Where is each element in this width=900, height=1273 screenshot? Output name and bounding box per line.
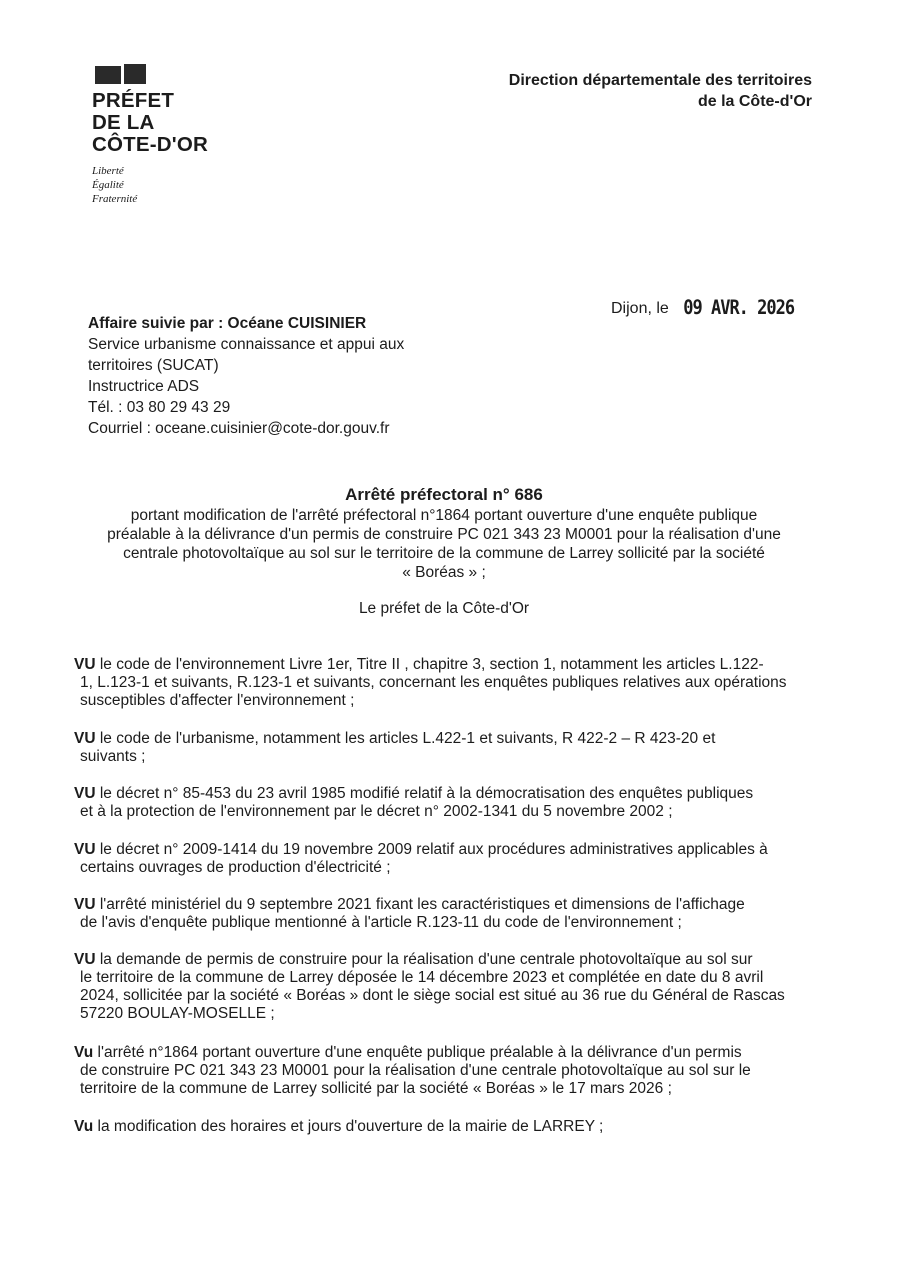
visa-line: suivants ; xyxy=(80,748,146,765)
visa-line: le code de l'environnement Livre 1er, Titre II , chapitre 3, section 1, notamment les articles L.122- xyxy=(99,656,764,673)
visa-paragraph xyxy=(74,951,799,1023)
visa-line: la modification des horaires et jours d'ouverture de la mairie de LARREY ; xyxy=(97,1118,604,1135)
contact-block xyxy=(88,313,404,439)
visa-line: territoire de la commune de Larrey sollicité par la société « Boréas » le 17 mars 2026 ; xyxy=(80,1080,672,1097)
prefet-line: DE LA xyxy=(92,111,155,134)
contact-line: Tél. : 03 80 29 43 29 xyxy=(88,399,231,416)
prefet-title xyxy=(92,90,232,156)
date-line xyxy=(611,298,794,318)
direction-line: de la Côte-d'Or xyxy=(697,93,812,110)
devise xyxy=(92,164,232,206)
visa-line: et à la protection de l'environnement par le décret n° 2002-1341 du 5 novembre 2002 ; xyxy=(80,803,673,820)
contact-line: territoires (SUCAT) xyxy=(88,357,219,374)
arrete-title xyxy=(80,484,808,582)
visa-line: l'arrêté n°1864 portant ouverture d'une enquête publique préalable à la délivrance d'un permis xyxy=(97,1044,742,1061)
object-line: « Boréas » ; xyxy=(402,564,486,581)
date-place: Dijon, le xyxy=(611,300,669,317)
visa-line: susceptibles d'affecter l'environnement ; xyxy=(80,692,355,709)
visa-paragraph xyxy=(74,730,799,766)
object-line: préalable à la délivrance d'un permis de construire PC 021 343 23 M0001 pour la réalisation d'une xyxy=(107,526,781,543)
direction-line: Direction départementale des territoires xyxy=(508,72,812,89)
prefet-statement: Le préfet de la Côte-d'Or xyxy=(358,600,530,617)
object-line: centrale photovoltaïque au sol sur le territoire de la commune de Larrey sollicité par la société xyxy=(123,545,765,562)
devise-line: Fraternité xyxy=(92,193,138,205)
devise-line: Égalité xyxy=(92,179,124,191)
contact-line: Instructrice ADS xyxy=(88,378,200,395)
visa-line: 57220 BOULAY-MOSELLE ; xyxy=(80,1005,275,1022)
visa-paragraph xyxy=(74,1044,799,1098)
prefet-line: PRÉFET xyxy=(92,89,175,112)
visa-paragraph xyxy=(74,656,799,710)
visa-line: de construire PC 021 343 23 M0001 pour la réalisation d'une centrale photovoltaïque au sol sur le xyxy=(80,1062,751,1079)
date-stamp: 09 AVR. 2026 xyxy=(683,296,795,320)
devise-line: Liberté xyxy=(92,165,124,177)
visa-keyword: VU xyxy=(74,730,96,747)
visa-line: le code de l'urbanisme, notamment les articles L.422-1 et suivants, R 422-2 – R 423-20 et xyxy=(99,730,716,747)
visa-line: certains ouvrages de production d'électricité ; xyxy=(80,859,391,876)
visa-line: le territoire de la commune de Larrey déposée le 14 décembre 2023 et complétée en date du 8 avril xyxy=(80,969,764,986)
visa-keyword: VU xyxy=(74,841,96,858)
object-line: portant modification de l'arrêté préfectoral n°1864 portant ouverture d'une enquête publique xyxy=(130,507,758,524)
visa-line: de l'avis d'enquête publique mentionné à l'article R.123-11 du code de l'environnement ; xyxy=(80,914,682,931)
prefet-line: CÔTE-D'OR xyxy=(92,133,209,156)
direction-header xyxy=(509,70,812,112)
arrete-number: Arrêté préfectoral n° 686 xyxy=(345,485,543,504)
visa-line: le décret n° 2009-1414 du 19 novembre 2009 relatif aux procédures administratives applicables à xyxy=(99,841,768,858)
visa-keyword: VU xyxy=(74,896,96,913)
visa-keyword: VU xyxy=(74,785,96,802)
visa-line: 1, L.123-1 et suivants, R.123-1 et suivants, concernant les enquêtes publiques relatives aux opérations xyxy=(80,674,787,691)
visa-keyword: VU xyxy=(74,656,96,673)
prefet-logo xyxy=(92,64,232,206)
affaire-suivie: Affaire suivie par : Océane CUISINIER xyxy=(88,315,367,332)
visa-paragraph xyxy=(74,896,799,932)
visa-keyword: VU xyxy=(74,951,96,968)
visa-line: la demande de permis de construire pour la réalisation d'une centrale photovoltaïque au sol sur xyxy=(99,951,753,968)
marianne-emblem-icon xyxy=(95,64,232,84)
contact-line: Service urbanisme connaissance et appui aux xyxy=(88,336,405,353)
visa-paragraph xyxy=(74,785,799,821)
visa-line: 2024, sollicitée par la société « Boréas » dont le siège social est situé au 36 rue du Général de Rascas xyxy=(80,987,785,1004)
visa-keyword: Vu xyxy=(74,1118,94,1135)
arrete-object xyxy=(80,506,808,582)
visa-line: le décret n° 85-453 du 23 avril 1985 modifié relatif à la démocratisation des enquêtes publiques xyxy=(99,785,754,802)
visa-paragraph xyxy=(74,1118,799,1136)
contact-line: Courriel : oceane.cuisinier@cote-dor.gouv.fr xyxy=(88,420,390,437)
visa-line: l'arrêté ministériel du 9 septembre 2021 fixant les caractéristiques et dimensions de l'affichage xyxy=(99,896,745,913)
visa-keyword: Vu xyxy=(74,1044,94,1061)
visa-paragraph xyxy=(74,841,799,877)
